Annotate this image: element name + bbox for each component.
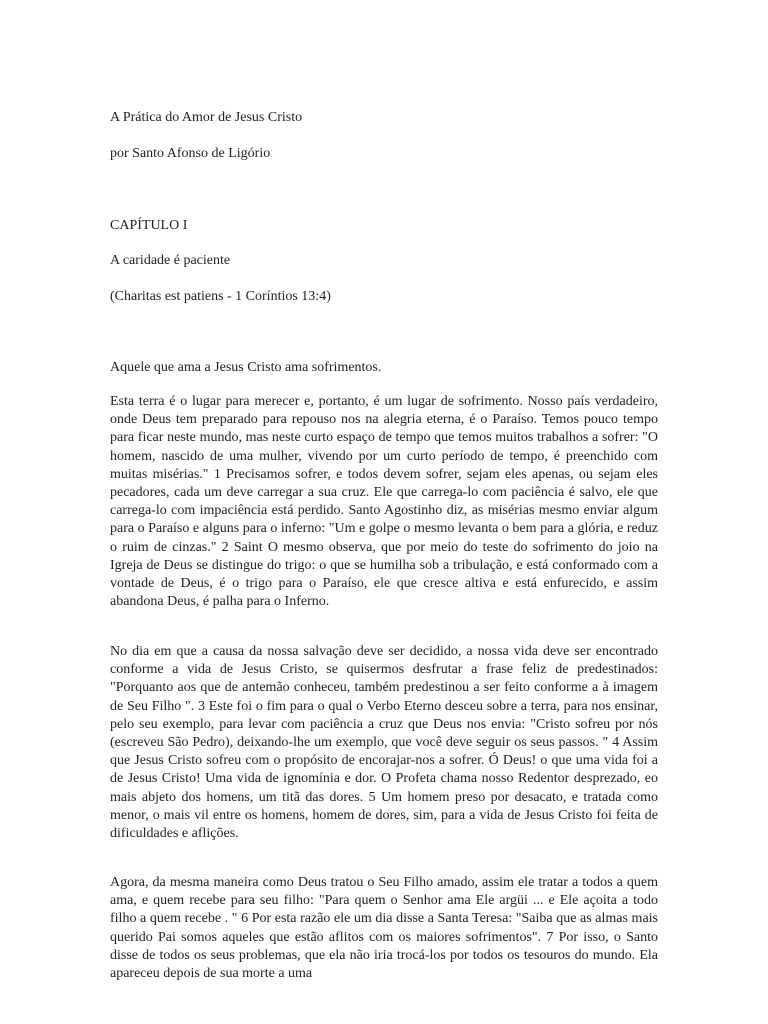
body-paragraph: No dia em que a causa da nossa salvação deve ser decidido, a nossa vida deve ser encontrado conforme a vida de Jesus Cristo, se quisermos desfrutar a frase feliz de predestinados: "Porquanto aos que de antemão conheceu, também predestinou a ser feito conforme a à imagem de Seu Filho ". 3 Este foi o fim para o qual o Verbo Eterno desceu sobre a terra, para nos ensinar, pelo seu exemplo, para levar com paciência a cruz que Deus nos envia: "Cristo sofreu por nós (escreveu São Pedro), deixando-lhe um exemplo, que você deve seguir os seus passos. " 4 Assim que Jesus Cristo sofreu com o propósito de encorajar-nos a sofrer. Ó Deus! o que uma vida foi a de Jesus Cristo! Uma vida de ignomínia e dor. O Profeta chama nosso Redentor desprezado, eo mais abjeto dos homens, um titã das dores. 5 Um homem preso por desacato, e tratada como menor, o mais vil entre os homens, homem de dores, sim, para a vida de Jesus Cristo foi feita de dificuldades e aflições. xyxy=(110,644,658,842)
chapter-citation: (Charitas est patiens - 1 Coríntios 13:4) xyxy=(110,289,331,304)
chapter-subtitle: A caridade é paciente xyxy=(110,253,231,268)
body-paragraph: Esta terra é o lugar para merecer e, portanto, é um lugar de sofrimento. Nosso país verdadeiro, onde Deus tem preparado para repouso nos na alegria eterna, é o Paraíso. Temos pouco tempo para ficar neste mundo, mas neste curto espaço de tempo que temos muitos trabalhos a sofrer: "O homem, nascido de uma mulher, vivendo por um curto período de tempo, é preenchido com muitas misérias." 1 Precisamos sofrer, e todos devem sofrer, sejam eles apenas, ou sejam eles pecadores, cada um deve carregar a sua cruz. Ele que carrega-lo com paciência é salvo, ele que carrega-lo com impaciência está perdido. Santo Agostinho diz, as misérias mesmo enviar algum para o Paraíso e alguns para o inferno: "Um e golpe o mesmo levanta o bem para a glória, e reduz o ruim de cinzas." 2 Saint O mesmo observa, que por meio do teste do sofrimento do joio na Igreja de Deus se distingue do trigo: o que se humilha sob a tribulação, e está conformado com a vontade de Deus, é o trigo para o Paraíso, ele que cresce altiva e está enfurecido, e assim abandona Deus, é palha para o Inferno. xyxy=(110,394,658,610)
document-title: A Prática do Amor de Jesus Cristo xyxy=(110,110,303,125)
body-paragraph: Agora, da mesma maneira como Deus tratou o Seu Filho amado, assim ele tratar a todos a quem ama, e quem recebe para seu filho: "Para quem o Senhor ama Ele argüi ... e Ele açoita a todo filho a quem recebe . " 6 Por esta razão ele um dia disse a Santa Teresa: "Saiba que as almas mais querido Pai somos aqueles que estão aflitos com os maiores sofrimentos". 7 Por isso, o Santo disse de todos os seus problemas, que ela não iria trocá-los por todos os tesouros do mundo. Ela apareceu depois de sua morte a uma xyxy=(110,875,658,982)
chapter-heading: CAPÍTULO I xyxy=(110,218,188,233)
lead-sentence: Aquele que ama a Jesus Cristo ama sofrimentos. xyxy=(110,360,382,375)
document-author: por Santo Afonso de Ligório xyxy=(110,146,271,161)
